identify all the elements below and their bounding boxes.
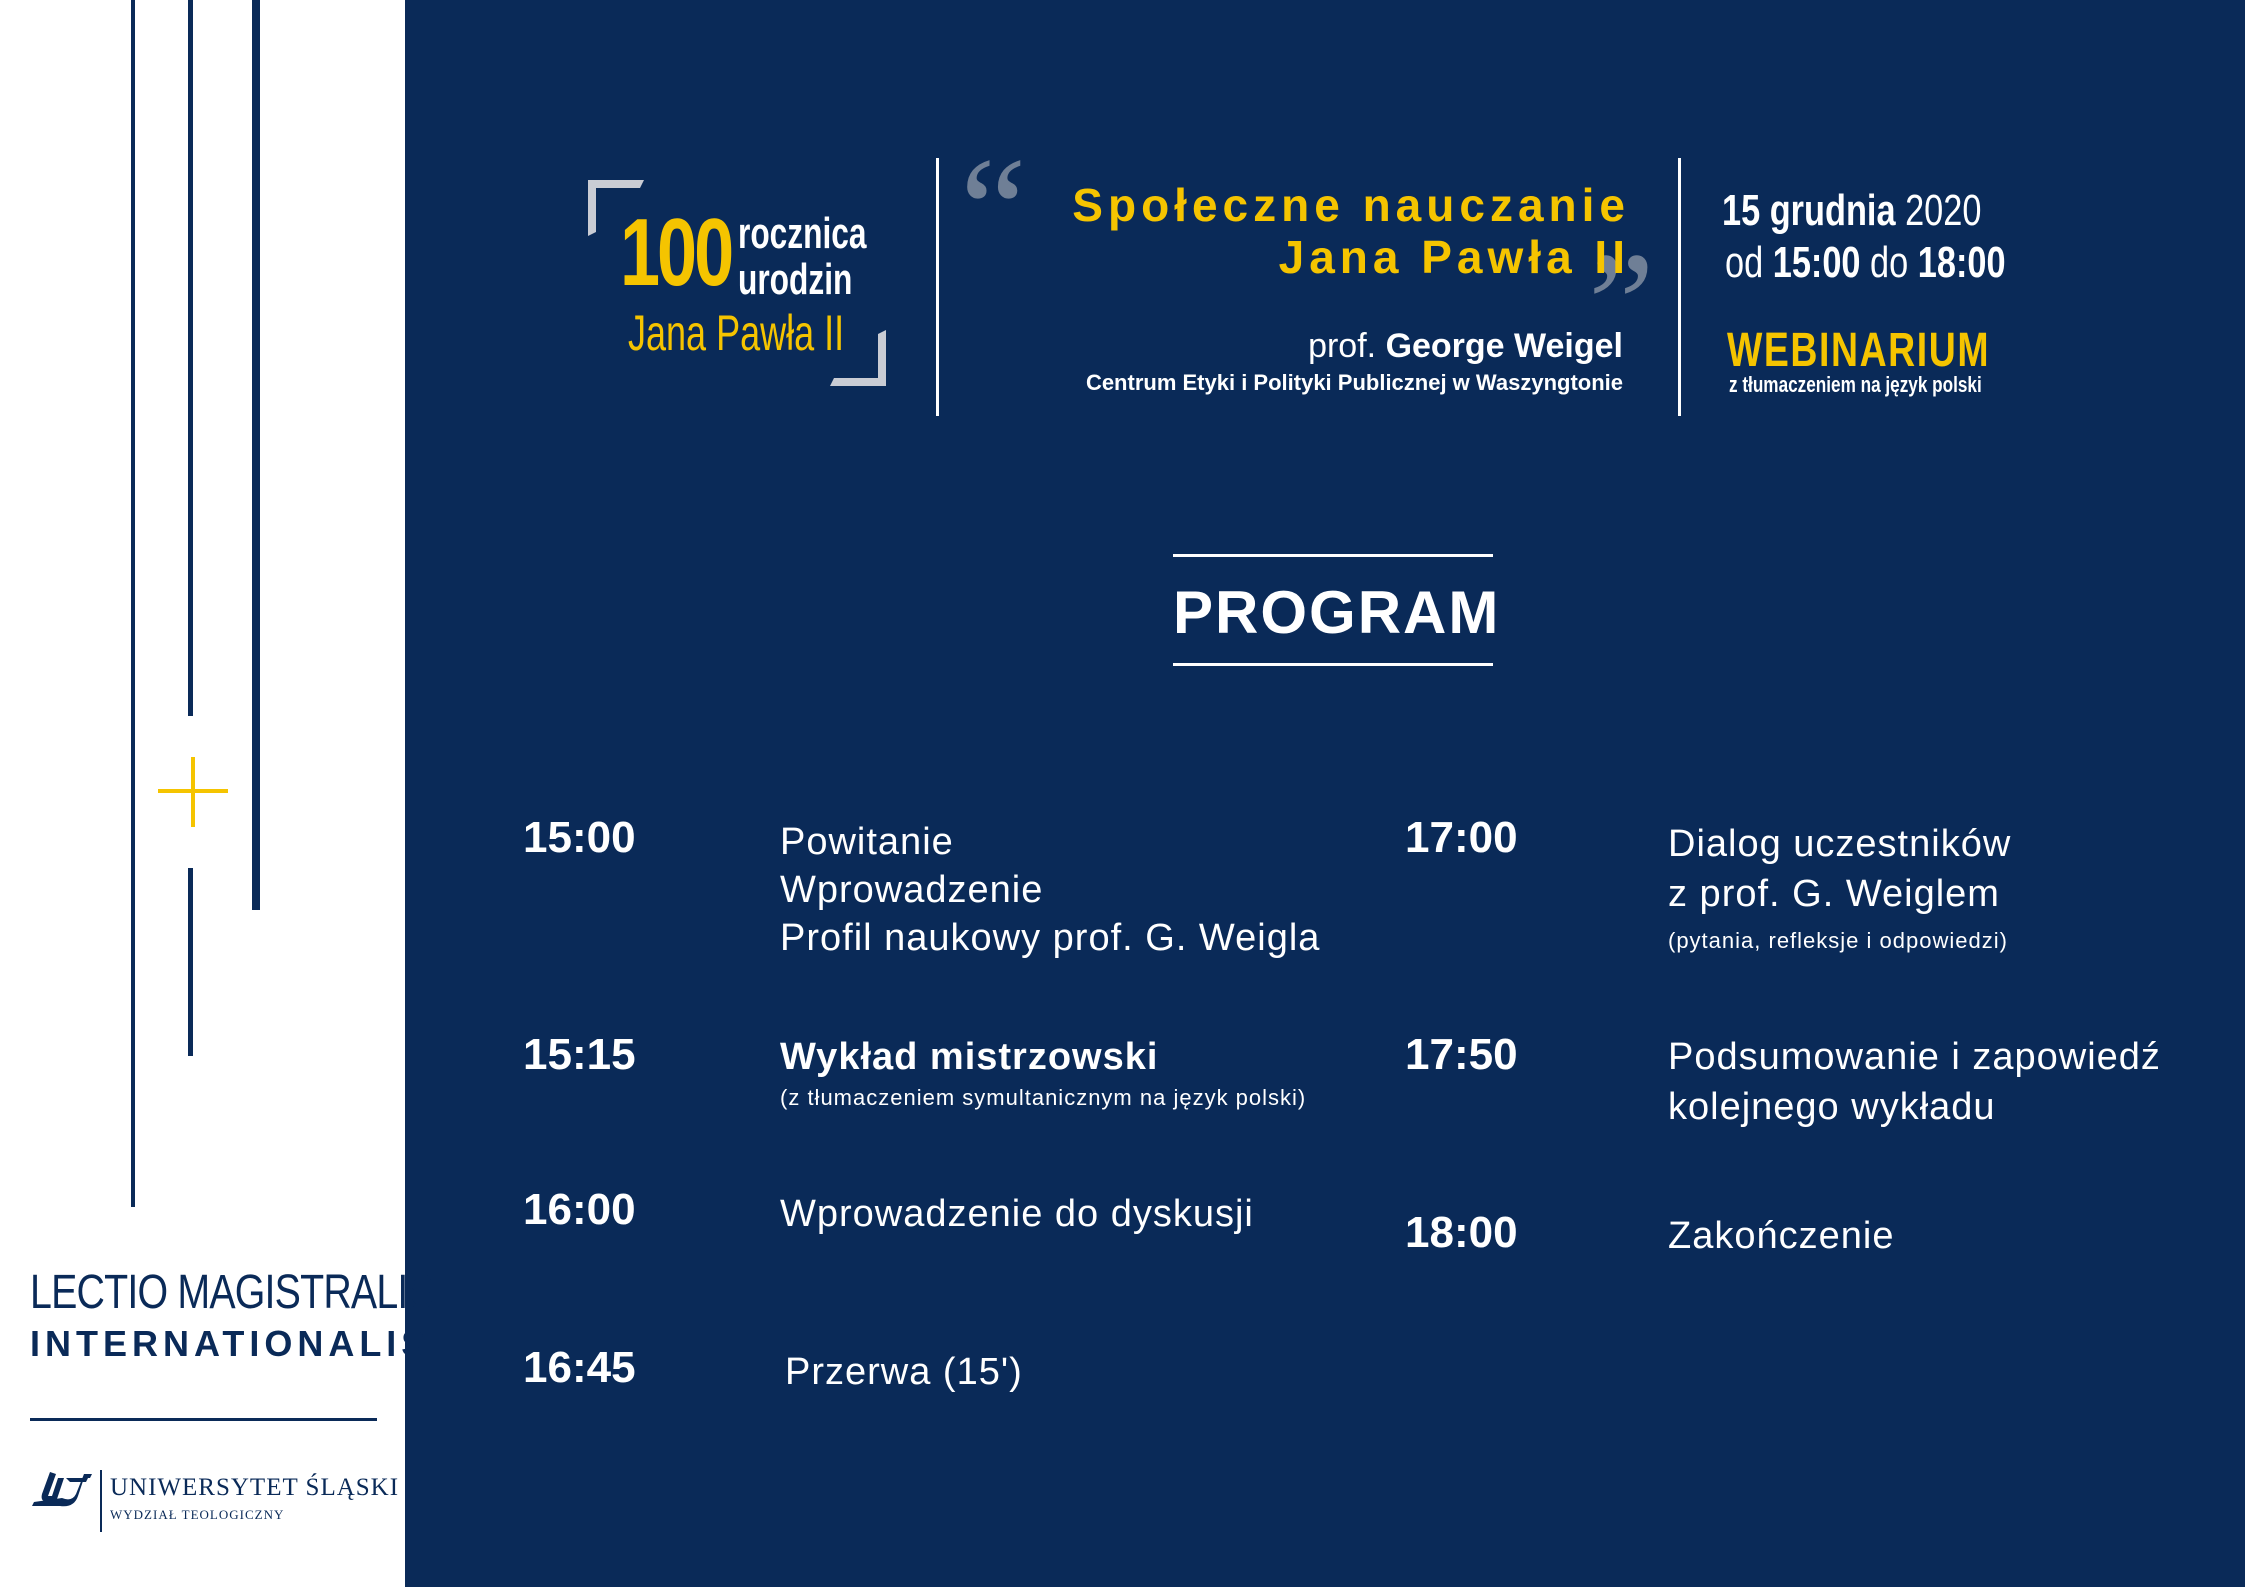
divider — [30, 1418, 377, 1421]
program-item: Profil naukowy prof. G. Weigla — [780, 917, 1321, 959]
program-heading: PROGRAM — [1173, 579, 1501, 646]
event-format: WEBINARIUM — [1727, 324, 1991, 377]
speaker-affiliation: Centrum Etyki i Polityki Publicznej w Waszyngtonie — [1085, 370, 1623, 395]
program-time: 15:00 — [523, 813, 636, 862]
anniversary-number: 100 — [620, 199, 732, 306]
quote-open-icon: “ — [960, 127, 1027, 293]
program-item: Dialog uczestników — [1668, 823, 2012, 865]
decor-line — [188, 0, 193, 716]
program-item: z prof. G. Weiglem — [1668, 873, 2000, 915]
decor-line — [252, 0, 260, 910]
program-time: 17:00 — [1405, 813, 1518, 862]
series-title: LECTIO MAGISTRALIS — [30, 1266, 433, 1319]
lecture-title: Jana Pawła II — [1278, 231, 1630, 283]
divider — [1173, 554, 1493, 557]
decor-line — [188, 868, 193, 1056]
lecture-title: Społeczne nauczanie — [1072, 179, 1630, 231]
program-item: kolejnego wykładu — [1668, 1086, 1996, 1128]
program-time: 16:00 — [523, 1185, 636, 1234]
sidebar — [0, 0, 433, 1587]
program-item: Podsumowanie i zapowiedź — [1668, 1036, 2161, 1078]
divider — [936, 158, 939, 416]
divider — [100, 1470, 102, 1532]
series-subtitle: INTERNATIONALIS — [30, 1323, 431, 1364]
program-item: Wprowadzenie — [780, 869, 1044, 911]
divider — [1173, 663, 1493, 666]
anniversary-line: rocznica — [738, 209, 867, 258]
program-time: 15:15 — [523, 1030, 636, 1079]
program-time: 17:50 — [1405, 1030, 1518, 1079]
divider — [1678, 158, 1681, 416]
event-date: 15 grudnia 2020 — [1722, 186, 1982, 235]
program-note: (pytania, refleksje i odpowiedzi) — [1668, 928, 2008, 953]
university-logo-icon — [30, 1468, 94, 1514]
event-time: od 15:00 do 18:00 — [1725, 238, 2006, 287]
anniversary-name: Jana Pawła II — [628, 305, 845, 361]
program-note: (z tłumaczeniem symultanicznym na język polski) — [780, 1085, 1307, 1110]
quote-close-icon: ” — [1588, 222, 1655, 388]
program-item: Przerwa (15') — [785, 1351, 1023, 1393]
event-format-note: z tłumaczeniem na język polski — [1729, 372, 1982, 397]
decor-line — [131, 0, 135, 1207]
program-item: Zakończenie — [1668, 1215, 1895, 1257]
program-item: Powitanie — [780, 821, 954, 863]
university-name: UNIWERSYTET ŚLĄSKI — [110, 1474, 400, 1501]
cross-icon — [191, 757, 195, 827]
program-time: 18:00 — [1405, 1208, 1518, 1257]
program-item: Wykład mistrzowski — [780, 1036, 1159, 1078]
faculty-name: WYDZIAŁ TEOLOGICZNY — [110, 1507, 285, 1522]
speaker: prof. George Weigel — [1308, 327, 1623, 365]
program-time: 16:45 — [523, 1343, 636, 1392]
anniversary-line: urodzin — [738, 255, 853, 304]
program-item: Wprowadzenie do dyskusji — [780, 1193, 1254, 1235]
